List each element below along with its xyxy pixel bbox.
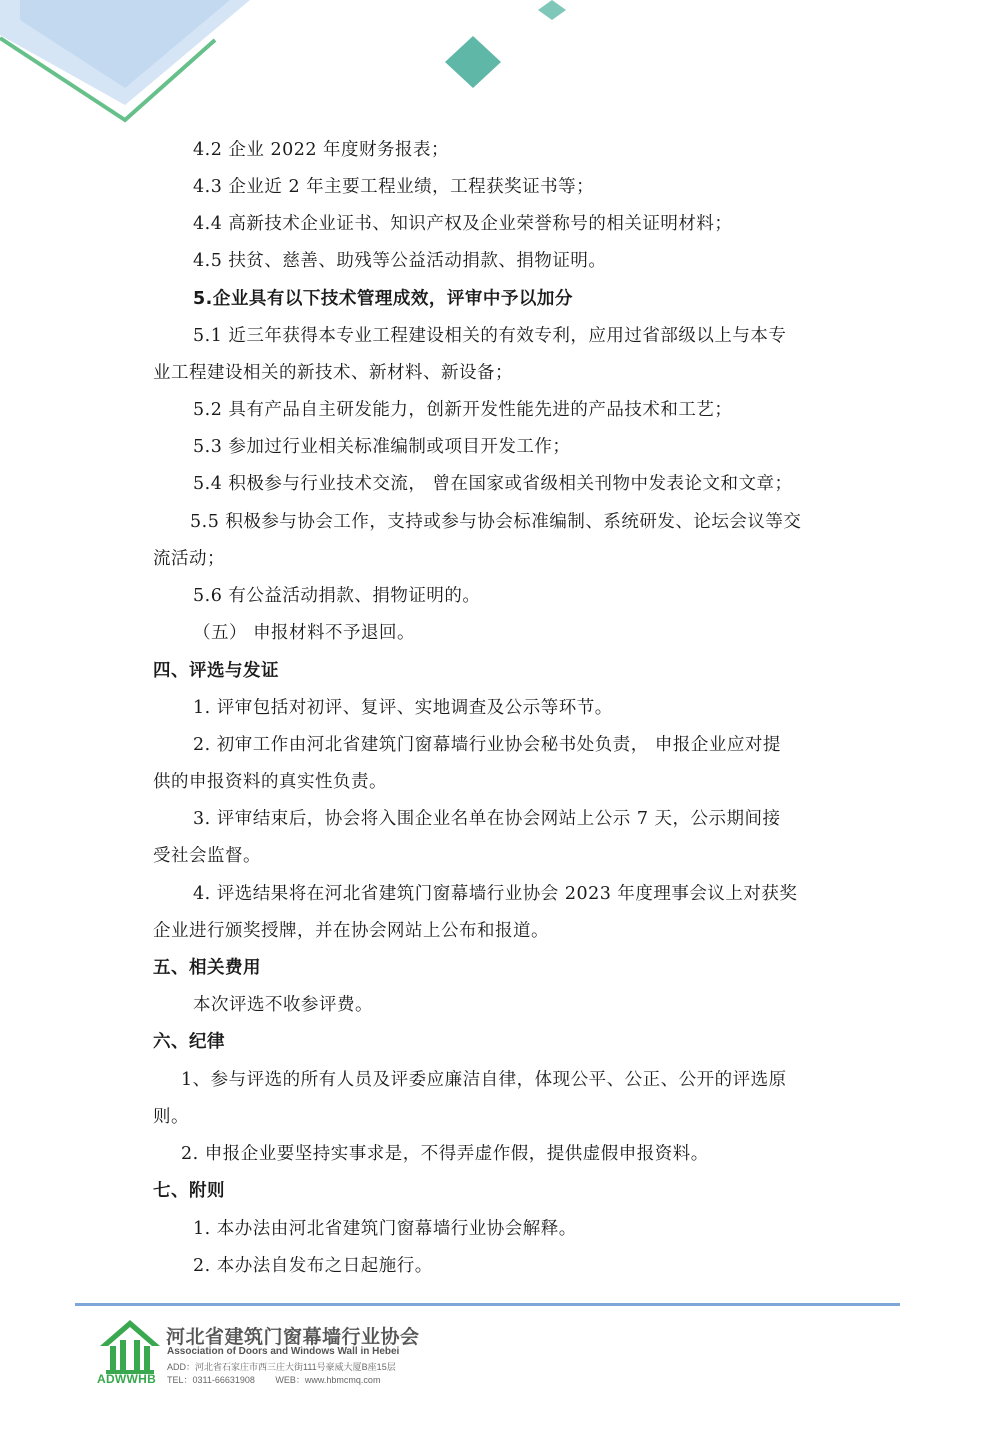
section-heading: 六、纪律 xyxy=(153,1032,225,1052)
text-line: 4. 评选结果将在河北省建筑门窗幕墙行业协会 2023 年度理事会议上对获奖 xyxy=(193,884,798,904)
org-contact xyxy=(167,1373,398,1386)
org-website: WEB：www.hbmcmq.com xyxy=(275,1375,381,1385)
text-line: 3. 评审结束后，协会将入围企业名单在协会网站上公示 7 天，公示期间接 xyxy=(193,809,781,829)
section-subheading: 5.企业具有以下技术管理成效，评审中予以加分 xyxy=(193,289,573,309)
text-line: 4.4 高新技术企业证书、知识产权及企业荣誉称号的相关证明材料； xyxy=(193,214,733,234)
section-heading: 四、评选与发证 xyxy=(153,661,279,681)
footer-divider xyxy=(75,1303,900,1306)
text-line: 企业进行颁奖授牌，并在协会网站上公布和报道。 xyxy=(153,921,549,941)
text-line: 业工程建设相关的新技术、新材料、新设备； xyxy=(153,363,513,383)
text-line: 1、参与评选的所有人员及评委应廉洁自律，体现公平、公正、公开的评选原 xyxy=(181,1070,787,1090)
text-line: 5.5 积极参与协会工作，支持或参与协会标准编制、系统研发、论坛会议等交 xyxy=(190,512,802,532)
logo-abbreviation: ADWWHB xyxy=(97,1372,157,1386)
text-line: 受社会监督。 xyxy=(153,846,261,866)
section-heading: 五、相关费用 xyxy=(153,958,261,978)
org-address: ADD：河北省石家庄市西三庄大街111号豪威大厦B座15层 xyxy=(167,1362,396,1372)
text-line: 本次评选不收参评费。 xyxy=(193,995,373,1015)
header-teal-diamond xyxy=(445,36,501,88)
text-line: 4.2 企业 2022 年度财务报表； xyxy=(193,140,450,160)
text-line: 5.2 具有产品自主研发能力，创新开发性能先进的产品技术和工艺； xyxy=(193,400,733,420)
text-line: 则。 xyxy=(153,1107,189,1127)
text-line: 2. 申报企业要坚持实事求是，不得弄虚作假，提供虚假申报资料。 xyxy=(181,1144,709,1164)
text-line: 供的申报资料的真实性负责。 xyxy=(153,772,387,792)
text-line: 5.6 有公益活动捐款、捐物证明的。 xyxy=(193,586,481,606)
text-line: 1. 本办法由河北省建筑门窗幕墙行业协会解释。 xyxy=(193,1219,577,1239)
org-name-chinese: 河北省建筑门窗幕墙行业协会 xyxy=(166,1326,420,1348)
text-line: 流活动； xyxy=(153,549,225,569)
section-heading: 七、附则 xyxy=(153,1181,225,1201)
org-name-english: Association of Doors and Windows Wall in Hebei xyxy=(167,1346,400,1357)
text-line: 5.3 参加过行业相关标准编制或项目开发工作； xyxy=(193,437,571,457)
org-telephone: TEL：0311-66631908 xyxy=(167,1375,255,1385)
text-line: 2. 本办法自发布之日起施行。 xyxy=(193,1256,433,1276)
header-decoration xyxy=(0,0,1000,140)
header-small-diamond xyxy=(538,0,566,20)
text-line: 4.3 企业近 2 年主要工程业绩，工程获奖证书等； xyxy=(193,177,595,197)
text-line: 2. 初审工作由河北省建筑门窗幕墙行业协会秘书处负责， 申报企业应对提 xyxy=(193,735,781,755)
text-line: 5.1 近三年获得本专业工程建设相关的有效专利，应用过省部级以上与本专 xyxy=(193,326,787,346)
text-line: （五） 申报材料不予退回。 xyxy=(193,623,416,643)
text-line: 5.4 积极参与行业技术交流， 曾在国家或省级相关刊物中发表论文和文章； xyxy=(193,474,793,494)
text-line: 4.5 扶贫、慈善、助残等公益活动捐款、捐物证明。 xyxy=(193,251,607,271)
association-logo-icon xyxy=(98,1318,162,1376)
text-line: 1. 评审包括对初评、复评、实地调查及公示等环节。 xyxy=(193,698,613,718)
